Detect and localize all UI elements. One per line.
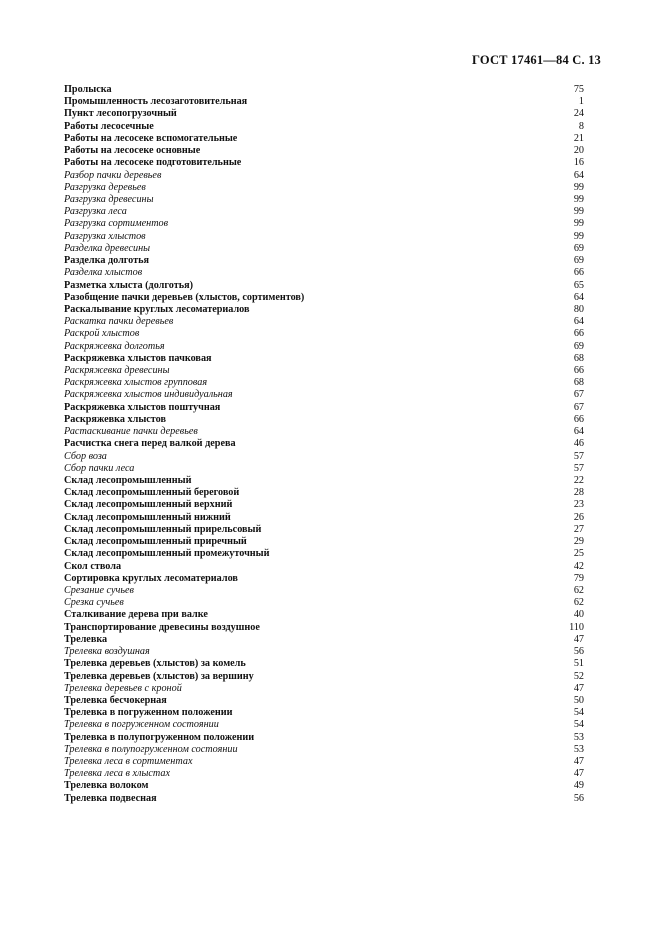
index-entry — [64, 597, 584, 609]
index-term: Разделка хлыстов — [64, 267, 143, 279]
index-page-number: 21 — [573, 132, 584, 144]
index-page-number: 42 — [573, 560, 584, 572]
index-page-number: 47 — [573, 633, 584, 645]
index-page-number: 64 — [573, 291, 584, 303]
index-entry — [64, 561, 584, 573]
index-entry — [64, 255, 584, 267]
index-term: Сортировка круглых лесоматериалов — [64, 572, 238, 584]
index-entry — [64, 585, 584, 597]
index-entry — [64, 512, 584, 524]
index-term: Растаскивание пачки деревьев — [64, 426, 198, 438]
index-term: Раскряжевка древесины — [64, 365, 170, 377]
index-page-number: 64 — [573, 426, 584, 438]
index-term: Раскрой хлыстов — [64, 328, 140, 340]
index-page-number: 20 — [573, 145, 584, 157]
index-page-number: 26 — [573, 511, 584, 523]
index-entry — [64, 646, 584, 658]
index-entry — [64, 451, 584, 463]
index-entry — [64, 389, 584, 401]
index-term: Раскряжевка хлыстов — [64, 413, 167, 425]
index-term: Разгрузка хлыстов — [64, 230, 146, 242]
index-term: Работы на лесосеке подготовительные — [64, 157, 242, 169]
index-page-number: 68 — [573, 377, 584, 389]
index-page-number: 1 — [578, 96, 584, 108]
index-page-number: 49 — [573, 780, 584, 792]
index-page-number: 64 — [573, 316, 584, 328]
index-page-number: 47 — [573, 768, 584, 780]
index-entry — [64, 121, 584, 133]
index-entry — [64, 243, 584, 255]
index-page-number: 29 — [573, 536, 584, 548]
index-term: Трелевка подвесная — [64, 792, 157, 804]
index-entry — [64, 463, 584, 475]
index-page-number: 27 — [573, 523, 584, 535]
index-term: Работы лесосечные — [64, 120, 154, 132]
index-term: Срезка сучьев — [64, 597, 124, 609]
index-entry — [64, 475, 584, 487]
index-entry — [64, 719, 584, 731]
index-entry — [64, 732, 584, 744]
index-term: Склад лесопромышленный береговой — [64, 487, 240, 499]
index-page-number: 23 — [573, 499, 584, 511]
index-entry — [64, 218, 584, 230]
index-term: Трелевка деревьев с кроной — [64, 682, 182, 694]
index-term: Пролыска — [64, 84, 112, 95]
index-term: Разгрузка леса — [64, 206, 127, 218]
index-page-number: 66 — [573, 365, 584, 377]
index-term: Сталкивание дерева при валке — [64, 609, 208, 621]
index-page-number: 67 — [573, 401, 584, 413]
index-term: Транспортирование древесины воздушное — [64, 621, 260, 633]
index-term: Трелевка деревьев (хлыстов) за комель — [64, 658, 246, 670]
index-entry — [64, 524, 584, 536]
index-entry — [64, 536, 584, 548]
index-entry — [64, 548, 584, 560]
index-entry — [64, 683, 584, 695]
index-entry — [64, 267, 584, 279]
index-term: Трелевка леса в сортиментах — [64, 756, 193, 768]
index-term: Трелевка волоком — [64, 780, 149, 792]
index-page-number: 69 — [573, 255, 584, 267]
index-term: Разделка долготья — [64, 255, 150, 267]
index-entry — [64, 671, 584, 683]
index-page-number: 54 — [573, 707, 584, 719]
index-page-number: 56 — [573, 646, 584, 658]
term-index-list — [64, 84, 584, 805]
index-term: Склад лесопромышленный промежуточный — [64, 548, 270, 560]
index-entry — [64, 377, 584, 389]
index-term: Сбор пачки леса — [64, 462, 135, 474]
index-page-number: 69 — [573, 340, 584, 352]
index-term: Трелевка леса в хлыстах — [64, 768, 170, 780]
index-term: Разбор пачки деревьев — [64, 169, 162, 181]
index-page-number: 99 — [573, 206, 584, 218]
index-page-number: 67 — [573, 389, 584, 401]
index-page-number: 66 — [573, 413, 584, 425]
index-term: Скол ствола — [64, 560, 122, 572]
index-term: Склад лесопромышленный приречный — [64, 536, 247, 548]
index-page-number: 28 — [573, 487, 584, 499]
index-term: Раскряжевка хлыстов индивидуальная — [64, 389, 233, 401]
index-entry — [64, 231, 584, 243]
index-entry — [64, 780, 584, 792]
index-page-number: 53 — [573, 743, 584, 755]
index-term: Сбор воза — [64, 450, 107, 462]
index-entry — [64, 402, 584, 414]
index-entry — [64, 365, 584, 377]
index-entry — [64, 133, 584, 145]
index-page-number: 57 — [573, 450, 584, 462]
index-term: Склад лесопромышленный — [64, 475, 192, 486]
index-page-number: 79 — [573, 572, 584, 584]
index-term: Раскряжевка хлыстов поштучная — [64, 401, 221, 413]
index-term: Трелевка деревьев (хлыстов) за вершину — [64, 670, 254, 682]
index-entry — [64, 658, 584, 670]
index-entry — [64, 414, 584, 426]
index-term: Раскряжевка хлыстов пачковая — [64, 352, 212, 364]
index-term: Раскряжевка хлыстов групповая — [64, 377, 208, 389]
index-term: Промышленность лесозаготовительная — [64, 96, 248, 108]
index-term: Трелевка в погруженном положении — [64, 707, 233, 719]
index-term: Склад лесопромышленный прирельсовый — [64, 523, 262, 535]
index-page-number: 56 — [573, 792, 584, 804]
index-term: Склад лесопромышленный верхний — [64, 499, 233, 511]
index-page-number: 62 — [573, 584, 584, 596]
index-page-number: 40 — [573, 609, 584, 621]
index-entry — [64, 438, 584, 450]
index-entry — [64, 793, 584, 805]
index-term: Трелевка в полупогруженном положении — [64, 731, 255, 743]
index-page-number: 68 — [573, 352, 584, 364]
index-entry — [64, 744, 584, 756]
index-entry — [64, 353, 584, 365]
index-term: Работы на лесосеке вспомогательные — [64, 132, 238, 144]
index-page-number: 52 — [573, 670, 584, 682]
index-entry — [64, 634, 584, 646]
index-entry — [64, 609, 584, 621]
index-entry — [64, 194, 584, 206]
index-entry — [64, 108, 584, 120]
index-page-number: 47 — [573, 756, 584, 768]
index-page-number: 66 — [573, 267, 584, 279]
index-term: Срезание сучьев — [64, 584, 134, 596]
index-entry — [64, 328, 584, 340]
index-page-number: 16 — [573, 157, 584, 169]
index-page-number: 57 — [573, 462, 584, 474]
index-page-number: 46 — [573, 438, 584, 450]
index-page-number: 24 — [573, 108, 584, 120]
index-term: Разгрузка деревьев — [64, 181, 146, 193]
index-term: Трелевка в полупогруженном состоянии — [64, 743, 238, 755]
index-entry — [64, 157, 584, 169]
index-entry — [64, 280, 584, 292]
index-page-number: 8 — [578, 120, 584, 132]
index-entry — [64, 341, 584, 353]
index-term: Разделка древесины — [64, 242, 151, 254]
index-entry — [64, 145, 584, 157]
index-entry — [64, 622, 584, 634]
index-term: Пункт лесопогрузочный — [64, 108, 177, 120]
index-term: Разгрузка сортиментов — [64, 218, 169, 230]
index-term: Разобщение пачки деревьев (хлыстов, сортиментов) — [64, 291, 305, 303]
index-entry — [64, 768, 584, 780]
index-page-number: 66 — [573, 328, 584, 340]
index-entry — [64, 426, 584, 438]
index-page-number: 47 — [573, 682, 584, 694]
index-page-number: 80 — [573, 303, 584, 315]
index-term: Трелевка в погруженном состоянии — [64, 719, 219, 731]
index-page-number: 53 — [573, 731, 584, 743]
index-entry — [64, 304, 584, 316]
index-page-number: 50 — [573, 694, 584, 706]
index-entry — [64, 707, 584, 719]
index-term: Расчистка снега перед валкой дерева — [64, 438, 236, 450]
page-header: ГОСТ 17461—84 С. 13 — [472, 53, 601, 67]
index-entry — [64, 206, 584, 218]
index-page-number: 54 — [573, 719, 584, 731]
index-page-number: 22 — [573, 475, 584, 486]
index-term: Раскалывание круглых лесоматериалов — [64, 303, 250, 315]
index-entry — [64, 573, 584, 585]
index-term: Трелевка бесчокерная — [64, 694, 167, 706]
index-page-number: 62 — [573, 597, 584, 609]
index-entry — [64, 695, 584, 707]
index-page-number: 75 — [573, 84, 584, 95]
index-page-number: 25 — [573, 548, 584, 560]
index-page-number: 99 — [573, 193, 584, 205]
index-entry — [64, 170, 584, 182]
index-page-number: 110 — [569, 621, 584, 633]
index-term: Работы на лесосеке основные — [64, 145, 201, 157]
index-entry — [64, 96, 584, 108]
index-entry — [64, 499, 584, 511]
index-page-number: 64 — [573, 169, 584, 181]
index-term: Склад лесопромышленный нижний — [64, 511, 231, 523]
index-term: Разгрузка древесины — [64, 193, 154, 205]
index-page-number: 99 — [573, 218, 584, 230]
index-page-number: 99 — [573, 181, 584, 193]
index-page-number: 69 — [573, 242, 584, 254]
index-term: Раскатка пачки деревьев — [64, 316, 174, 328]
index-page-number: 51 — [573, 658, 584, 670]
index-term: Трелевка воздушная — [64, 646, 150, 658]
index-entry — [64, 182, 584, 194]
index-entry — [64, 292, 584, 304]
index-page-number: 99 — [573, 230, 584, 242]
index-entry — [64, 487, 584, 499]
index-term: Трелевка — [64, 633, 108, 645]
index-entry — [64, 84, 584, 96]
index-term: Раскряжевка долготья — [64, 340, 165, 352]
index-entry — [64, 756, 584, 768]
index-page-number: 65 — [573, 279, 584, 291]
index-entry — [64, 316, 584, 328]
index-term: Разметка хлыста (долготья) — [64, 279, 193, 291]
